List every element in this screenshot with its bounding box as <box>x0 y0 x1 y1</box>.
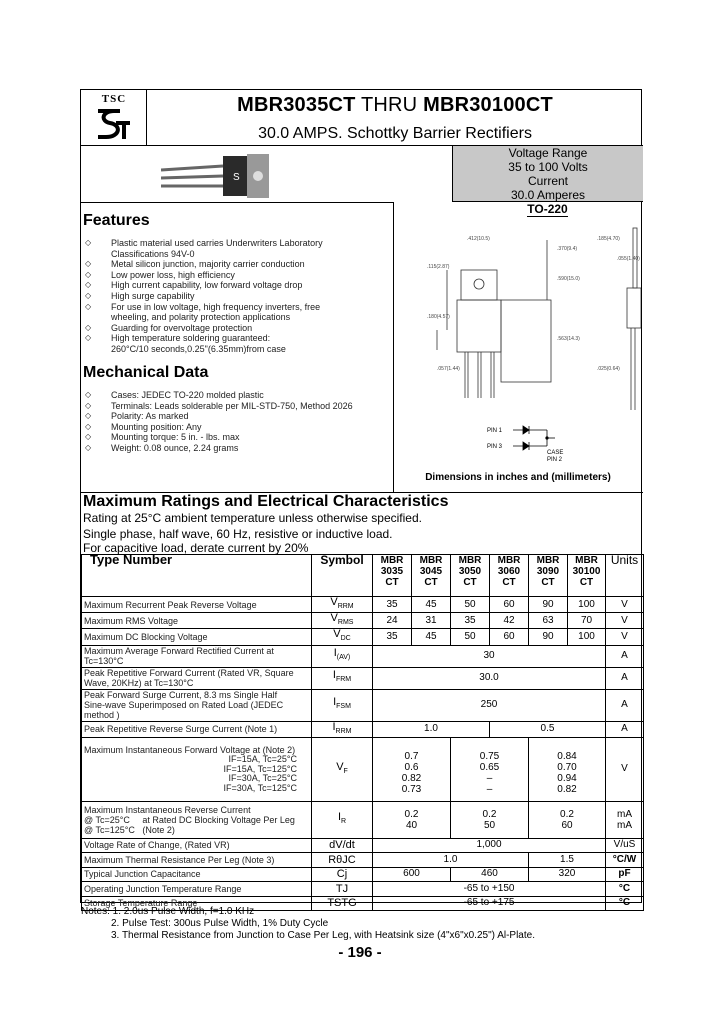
features-list <box>85 238 385 355</box>
voltage-current-spec: Voltage Range 35 to 100 Volts Current 30.0 Amperes <box>452 146 643 202</box>
mechanical-heading: Mechanical Data <box>83 364 209 381</box>
datasheet <box>80 89 642 941</box>
notes: Notes: 1. 2.0us Pulse Width, f=1.0 KHz 2. Pulse Test: 300us Pulse Width, 1% Duty Cycle 3. Thermal Resistance from Junction to Case Per Leg, with Heatsink size (4"x6"x0.25") Al-Plate. <box>81 906 535 941</box>
table-header-row <box>82 555 644 597</box>
svg-text:.590(15.0): .590(15.0) <box>557 276 580 282</box>
svg-text:.370(9.4): .370(9.4) <box>557 246 578 252</box>
part-header: MBR 3045 CT <box>412 555 451 597</box>
table-row: Peak Forward Surge Current, 8.3 ms Single Half Sine-wave Superimposed on Rated Load (JEDEC method ) $I_{FSM}$ 250 A <box>82 689 644 721</box>
table-row: Maximum Instantaneous Reverse Current @ Tc=25°C at Rated DC Blocking Voltage Per Leg @ Tc=125°C (Note 2) $I_R$ 0.2 40 0.2 50 0.2 60 mA mA <box>82 801 644 838</box>
symbol-header: Symbol <box>312 555 373 597</box>
logo-mark-icon <box>94 107 134 141</box>
list-item: Classifications 94V-0 <box>111 248 195 259</box>
table-row: Typical Junction Capacitance Cj 600 460 320 pF <box>82 867 644 881</box>
company-logo <box>81 90 147 146</box>
units-header: Units <box>606 555 644 597</box>
ratings-heading: Maximum Ratings and Electrical Characteristics <box>83 493 449 510</box>
list-item: 260°C/10 seconds,0.25"(6.35mm)from case <box>111 343 286 354</box>
pin1-label: PIN 1 <box>487 428 503 434</box>
list-item: wheeling, and polarity protection applications <box>111 312 291 323</box>
ratings-table <box>81 554 644 911</box>
pin3-label: PIN 3 <box>487 444 503 450</box>
svg-text:.185(4.70): .185(4.70) <box>597 236 620 242</box>
list-item: ◇ Mounting position: Any <box>85 422 385 433</box>
svg-text:.412(10.5): .412(10.5) <box>467 236 490 242</box>
svg-text:.180(4.57): .180(4.57) <box>427 314 450 320</box>
list-item: ◇ Metal silicon junction, majority carrier conduction <box>85 259 385 270</box>
part-header: MBR 30100 CT <box>568 555 606 597</box>
table-row: Storage Temperature Range TSTG -65 to +175 °C <box>82 896 644 910</box>
list-item: ◇ Terminals: Leads solderable per MIL-STD-750, Method 2026 <box>85 401 385 412</box>
mechanical-list <box>85 390 385 454</box>
part-header: MBR 3035 CT <box>373 555 412 597</box>
subtitle: 30.0 AMPS. Schottky Barrier Rectifiers <box>258 125 532 142</box>
list-item: ◇ Plastic material used carries Underwriters Laboratory <box>85 238 385 249</box>
table-row: Maximum Recurrent Peak Reverse Voltage $V_{RRM}$ 35 45 50 60 90 100 V <box>82 597 644 613</box>
list-item: ◇ Low power loss, high efficiency <box>85 270 385 281</box>
list-item: ◇ Cases: JEDEC TO-220 molded plastic <box>85 390 385 401</box>
table-row: Maximum Instantaneous Forward Voltage at (Note 2) IF=15A, Tc=25°C IF=15A, Tc=125°C IF=30A, Tc=25°C IF=30A, Tc=125°C $V_F$ 0.7 0.6 0.82 0.73 0.75 0.65 – – 0.84 0.70 0.94 0.82 V <box>82 737 644 801</box>
pin2-label: PIN 2 <box>547 457 563 463</box>
condition-3: For capacitive load, derate current by 20% <box>83 541 309 555</box>
svg-text:.025(0.64): .025(0.64) <box>597 366 620 372</box>
list-item: ◇ High temperature soldering guaranteed: <box>85 333 385 344</box>
table-row: Peak Repetitive Forward Current (Rated VR, Square Wave, 20KHz) at Tc=130°C $I_{FRM}$ 30.0 A <box>82 667 644 689</box>
condition-1: Rating at 25°C ambient temperature unless otherwise specified. <box>83 511 422 525</box>
list-item: ◇ Weight: 0.08 ounce, 2.24 grams <box>85 443 385 454</box>
dimensions-caption: Dimensions in inches and (millimeters) <box>425 472 611 483</box>
condition-2: Single phase, half wave, 60 Hz, resistive or inductive load. <box>83 527 393 541</box>
svg-text:.057(1.44): .057(1.44) <box>437 366 460 372</box>
package-name: TO-220 <box>527 202 568 216</box>
list-item: ◇ High current capability, low forward voltage drop <box>85 280 385 291</box>
table-row: Maximum Average Forward Rectified Current at Tc=130°C $I_{(AV)}$ 30 A <box>82 645 644 667</box>
list-item: ◇ For use in low voltage, high frequency inverters, free <box>85 302 385 313</box>
svg-text:.055(1.40): .055(1.40) <box>617 256 640 262</box>
svg-text:S: S <box>233 172 240 183</box>
svg-text:.115(2.87): .115(2.87) <box>427 264 450 270</box>
type-number-header: Type Number <box>82 555 312 597</box>
header-title <box>147 90 643 146</box>
table-row: Maximum Thermal Resistance Per Leg (Note 3) RθJC 1.0 1.5 °C/W <box>82 852 644 867</box>
case-label: CASE <box>547 450 564 456</box>
list-item: ◇ Guarding for overvoltage protection <box>85 323 385 334</box>
page-number: - 196 - <box>338 944 382 961</box>
list-item: ◇ High surge capability <box>85 291 385 302</box>
table-row: Peak Repetitive Reverse Surge Current (Note 1) $I_{RRM}$ 1.0 0.5 A <box>82 721 644 737</box>
list-item: ◇ Mounting torque: 5 in. - lbs. max <box>85 432 385 443</box>
table-row: Maximum DC Blocking Voltage $V_{DC}$ 35 45 50 60 90 100 V <box>82 629 644 645</box>
features-heading: Features <box>83 212 150 229</box>
table-row: Operating Junction Temperature Range TJ -65 to +150 °C <box>82 881 644 896</box>
logo-text: TSC <box>101 93 127 105</box>
part-header: MBR 3060 CT <box>490 555 529 597</box>
list-item: ◇ Polarity: As marked <box>85 411 385 422</box>
table-row: Maximum RMS Voltage $V_{RMS}$ 24 31 35 42 63 70 V <box>82 613 644 629</box>
package-photo <box>161 152 281 202</box>
dimension-drawing <box>397 220 641 470</box>
part-header: MBR 3050 CT <box>451 555 490 597</box>
part-range-title: MBR3035CT THRU MBR30100CT <box>237 94 553 116</box>
svg-text:.563(14.3): .563(14.3) <box>557 336 580 342</box>
table-row: Voltage Rate of Change, (Rated VR) dV/dt 1,000 V/uS <box>82 838 644 852</box>
part-header: MBR 3090 CT <box>529 555 568 597</box>
